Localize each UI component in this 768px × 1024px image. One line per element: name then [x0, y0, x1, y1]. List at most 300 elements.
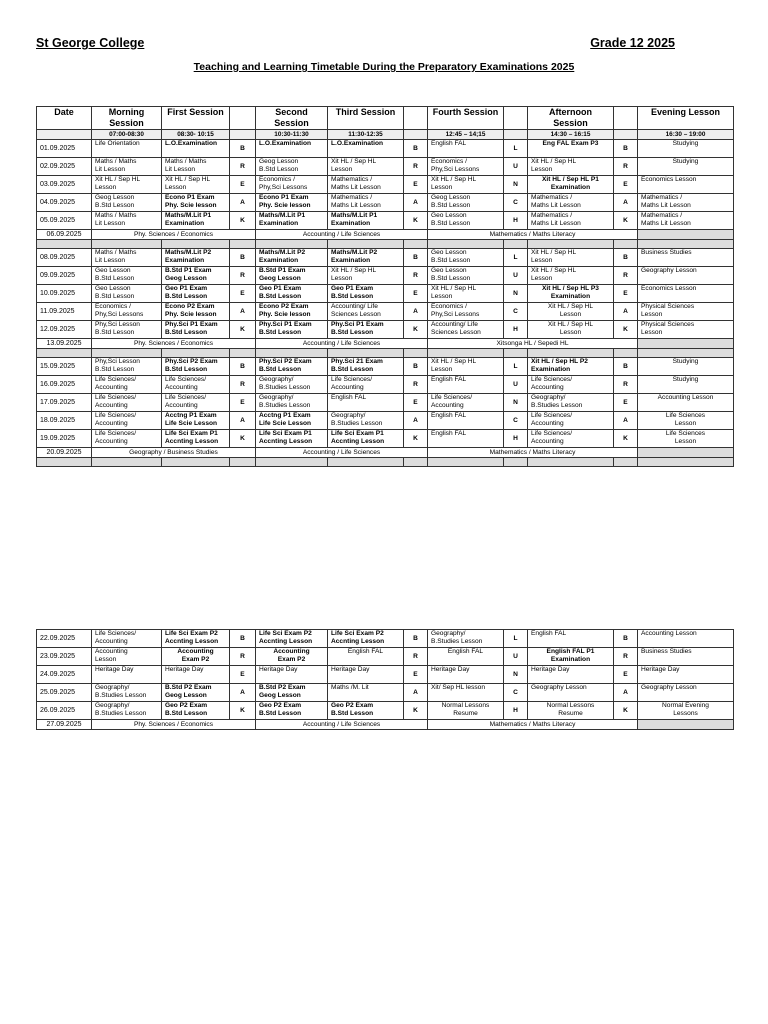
break-letter-cell: H — [504, 702, 528, 720]
date-cell: 27.09.2025 — [37, 720, 92, 730]
session-cell: Studying — [638, 140, 734, 158]
session-cell: B.Std P1 Exam Geog Lesson — [256, 267, 328, 285]
break-letter-cell: B — [230, 630, 256, 648]
session-cell: Maths / Maths Lit Lesson — [92, 249, 162, 267]
session-cell: Xit HL / Sep HL Lesson — [428, 358, 504, 376]
session-time — [404, 130, 428, 140]
session-cell: Life Sciences/ Accounting — [162, 376, 230, 394]
session-cell: Geo P2 Exam B.Std Lesson — [328, 702, 404, 720]
date-cell: 08.09.2025 — [37, 249, 92, 267]
saturday-subjects-c: Xitsonga HL / Sepedi HL — [428, 339, 638, 349]
session-time: 16:30 – 19:00 — [638, 130, 734, 140]
session-cell: Econo P1 Exam Phy. Scie lesson — [256, 194, 328, 212]
session-time: 10:30-11:30 — [256, 130, 328, 140]
break-letter-cell: R — [404, 376, 428, 394]
session-cell: Xit HL / Sep HL P3 Examination — [528, 285, 614, 303]
session-cell: Heritage Day — [638, 666, 734, 684]
break-letter-cell: K — [404, 702, 428, 720]
break-letter-cell: K — [614, 430, 638, 448]
break-letter-cell: R — [404, 267, 428, 285]
session-cell: Geog Lesson B.Std Lesson — [92, 194, 162, 212]
saturday-row — [37, 720, 734, 730]
session-cell: English FAL — [428, 430, 504, 448]
date-cell: 17.09.2025 — [37, 394, 92, 412]
session-cell: Maths / Maths Lit Lesson — [162, 158, 230, 176]
date-cell: 19.09.2025 — [37, 430, 92, 448]
session-cell: Geo P2 Exam B.Std Lesson — [162, 702, 230, 720]
session-cell: Life Sciences/ Accounting — [528, 376, 614, 394]
break-letter-cell: E — [230, 394, 256, 412]
break-letter-cell: K — [230, 212, 256, 230]
break-letter-cell: K — [230, 702, 256, 720]
date-cell: 06.09.2025 — [37, 230, 92, 240]
session-cell: English FAL — [528, 630, 614, 648]
separator-row — [37, 349, 734, 358]
session-cell: Mathematics / Maths Lit Lesson — [528, 194, 614, 212]
session-time: 07:00-08:30 — [92, 130, 162, 140]
break-letter-cell: B — [404, 358, 428, 376]
break-letter-cell: R — [404, 158, 428, 176]
break-letter-cell: E — [614, 176, 638, 194]
separator-row — [37, 240, 734, 249]
session-time — [37, 130, 92, 140]
session-cell: Maths/M.Lit P1 Examination — [162, 212, 230, 230]
session-cell: Mathematics / Maths Lit Lesson — [638, 194, 734, 212]
session-cell: Econo P2 Exam Phy. Scie lesson — [162, 303, 230, 321]
session-cell: Accounting/ Life Sciences Lesson — [328, 303, 404, 321]
timetable-week4 — [36, 629, 734, 730]
session-cell: Geo Lesson B.Std Lesson — [92, 267, 162, 285]
saturday-subjects-a: Phy. Sciences / Economics — [92, 720, 256, 730]
session-cell: Maths /M. Lit — [328, 684, 404, 702]
session-cell: English FAL P1 Examination — [528, 648, 614, 666]
session-cell: Eng FAL Exam P3 — [528, 140, 614, 158]
table-row — [37, 249, 734, 267]
break-letter-cell: B — [404, 630, 428, 648]
break-letter-cell: C — [504, 303, 528, 321]
column-header: Evening Lesson — [638, 107, 734, 130]
break-letter-cell: U — [504, 648, 528, 666]
table-row — [37, 158, 734, 176]
break-letter-cell: E — [614, 666, 638, 684]
break-letter-cell: L — [504, 140, 528, 158]
table-row — [37, 666, 734, 684]
blank-cell — [638, 339, 734, 349]
break-letter-cell: R — [404, 648, 428, 666]
saturday-subjects-a: Phy. Sciences / Economics — [92, 339, 256, 349]
session-cell: Mathematics / Maths Lit Lesson — [528, 212, 614, 230]
session-cell: Business Studies — [638, 249, 734, 267]
session-cell: Xit/ Sep HL lesson — [428, 684, 504, 702]
date-cell: 25.09.2025 — [37, 684, 92, 702]
break-letter-cell: R — [614, 158, 638, 176]
session-cell: Geography/ B.Studies Lesson — [256, 394, 328, 412]
session-cell: Maths/M.Lit P2 Examination — [328, 249, 404, 267]
break-letter-cell: L — [504, 249, 528, 267]
table-row — [37, 285, 734, 303]
session-cell: Acctng P1 Exam Life Scie Lesson — [162, 412, 230, 430]
session-cell: Life Sciences/ Accounting — [92, 412, 162, 430]
column-header — [504, 107, 528, 130]
blank-cell — [638, 720, 734, 730]
session-cell: Phy.Sci P2 Exam B.Std Lesson — [256, 358, 328, 376]
session-cell: Life Sciences/ Accounting — [428, 394, 504, 412]
session-cell: Life Sci Exam P1 Accnting Lesson — [328, 430, 404, 448]
column-header-row — [37, 107, 734, 130]
session-cell: Maths / Maths Lit Lesson — [92, 212, 162, 230]
session-cell: Xit HL / Sep HL P1 Examination — [528, 176, 614, 194]
date-cell: 03.09.2025 — [37, 176, 92, 194]
session-cell: Economics Lesson — [638, 176, 734, 194]
session-cell: Life Sciences/ Accounting — [92, 630, 162, 648]
session-cell: Geography Lesson — [638, 267, 734, 285]
column-header: Morning Session — [92, 107, 162, 130]
session-cell: Life Sci Exam P1 Accnting Lesson — [162, 430, 230, 448]
break-letter-cell: A — [404, 684, 428, 702]
session-cell: Xit HL / Sep HL Lesson — [528, 158, 614, 176]
table-row — [37, 321, 734, 339]
session-cell: B.Std P2 Exam Geog Lesson — [256, 684, 328, 702]
table-row — [37, 358, 734, 376]
break-letter-cell: E — [230, 285, 256, 303]
session-cell: Geo P1 Exam B.Std Lesson — [256, 285, 328, 303]
saturday-row — [37, 339, 734, 349]
session-cell: Geography Lesson — [638, 684, 734, 702]
break-letter-cell: B — [614, 249, 638, 267]
session-cell: English FAL — [428, 648, 504, 666]
column-header: Afternoon Session — [528, 107, 614, 130]
session-cell: Xit HL / Sep HL Lesson — [528, 321, 614, 339]
break-letter-cell: A — [404, 412, 428, 430]
saturday-row — [37, 230, 734, 240]
session-cell: Geo Lesson B.Std Lesson — [428, 212, 504, 230]
break-letter-cell: A — [404, 303, 428, 321]
date-cell: 20.09.2025 — [37, 448, 92, 458]
break-letter-cell: H — [504, 321, 528, 339]
break-letter-cell: R — [614, 648, 638, 666]
session-cell: Geography/ B.Studies Lesson — [92, 702, 162, 720]
date-cell: 11.09.2025 — [37, 303, 92, 321]
column-header — [404, 107, 428, 130]
break-letter-cell: B — [404, 140, 428, 158]
break-letter-cell: A — [614, 194, 638, 212]
session-cell: Phy,Sci Lesson B.Std Lesson — [92, 358, 162, 376]
session-cell: Geog Lesson B.Std Lesson — [256, 158, 328, 176]
session-cell: Accounting Exam P2 — [162, 648, 230, 666]
date-cell: 16.09.2025 — [37, 376, 92, 394]
document-title: Teaching and Learning Timetable During the Preparatory Examinations 2025 — [193, 61, 575, 73]
date-cell: 23.09.2025 — [37, 648, 92, 666]
session-cell: Maths / Maths Lit Lesson — [92, 158, 162, 176]
session-cell: Maths/M.Lit P1 Examination — [328, 212, 404, 230]
date-cell: 18.09.2025 — [37, 412, 92, 430]
table-row — [37, 212, 734, 230]
session-cell: English FAL — [428, 140, 504, 158]
session-cell: Xit HL / Sep HL P2 Examination — [528, 358, 614, 376]
date-cell: 04.09.2025 — [37, 194, 92, 212]
session-cell: Maths/M.Lit P2 Examination — [162, 249, 230, 267]
break-letter-cell: K — [404, 430, 428, 448]
session-cell: Geo Lesson B.Std Lesson — [428, 249, 504, 267]
session-cell: Economics / Phy,Sci Lessons — [428, 158, 504, 176]
break-letter-cell: K — [404, 212, 428, 230]
session-cell: Normal Evening Lessons — [638, 702, 734, 720]
break-letter-cell: L — [504, 630, 528, 648]
session-cell: Phy.Sci P2 Exam B.Std Lesson — [162, 358, 230, 376]
session-cell: Heritage Day — [92, 666, 162, 684]
break-letter-cell: L — [504, 358, 528, 376]
date-cell: 10.09.2025 — [37, 285, 92, 303]
session-cell: Life Sciences/ Accounting — [92, 394, 162, 412]
session-cell: Maths/M.Lit P2 Examination — [256, 249, 328, 267]
session-cell: Mathematics / Maths Lit Lesson — [638, 212, 734, 230]
session-cell: Econo P1 Exam Phy. Scie lesson — [162, 194, 230, 212]
session-cell: Geo P1 Exam B.Std Lesson — [328, 285, 404, 303]
session-time: 12:45 – 14;15 — [428, 130, 504, 140]
saturday-subjects-c: Mathematics / Maths Literacy — [428, 448, 638, 458]
session-cell: Life Sciences/ Accounting — [528, 430, 614, 448]
break-letter-cell: A — [614, 412, 638, 430]
column-header — [614, 107, 638, 130]
session-cell: Heritage Day — [528, 666, 614, 684]
session-cell: Life Sci Exam P1 Accnting Lesson — [256, 430, 328, 448]
session-cell: Life Sciences/ Accounting — [328, 376, 404, 394]
break-letter-cell: B — [614, 140, 638, 158]
column-header: Date — [37, 107, 92, 130]
session-cell: English FAL — [428, 412, 504, 430]
session-cell: English FAL — [428, 376, 504, 394]
session-cell: Economics Lesson — [638, 285, 734, 303]
session-time — [614, 130, 638, 140]
session-cell: Phy,Sci Lesson B.Std Lesson — [92, 321, 162, 339]
session-cell: Geog Lesson B.Std Lesson — [428, 194, 504, 212]
session-cell: Xit HL / Sep HL Lesson — [162, 176, 230, 194]
session-cell: Accounting Lesson — [92, 648, 162, 666]
session-time — [230, 130, 256, 140]
session-cell: L.O.Examination — [162, 140, 230, 158]
session-cell: Mathematics / Maths Lit Lesson — [328, 176, 404, 194]
session-cell: Studying — [638, 158, 734, 176]
break-letter-cell: C — [504, 194, 528, 212]
table-row — [37, 303, 734, 321]
break-letter-cell: B — [614, 630, 638, 648]
session-cell: English FAL — [328, 648, 404, 666]
column-header: Third Session — [328, 107, 404, 130]
break-letter-cell: R — [614, 376, 638, 394]
session-cell: Maths/M.Lit P1 Examination — [256, 212, 328, 230]
break-letter-cell: A — [230, 684, 256, 702]
separator-row — [37, 458, 734, 467]
table-row — [37, 267, 734, 285]
saturday-subjects-b: Accounting / Life Sciences — [256, 339, 428, 349]
break-letter-cell: N — [504, 394, 528, 412]
break-letter-cell: R — [230, 267, 256, 285]
session-cell: Phy.Sci P1 Exam B.Std Lesson — [162, 321, 230, 339]
break-letter-cell: E — [404, 394, 428, 412]
session-cell: Business Studies — [638, 648, 734, 666]
session-cell: Accounting Lesson — [638, 630, 734, 648]
break-letter-cell: R — [230, 648, 256, 666]
break-letter-cell: E — [614, 394, 638, 412]
session-cell: Physical Sciences Lesson — [638, 303, 734, 321]
table-row — [37, 412, 734, 430]
break-letter-cell: A — [230, 194, 256, 212]
session-cell: Geo P2 Exam B.Std Lesson — [256, 702, 328, 720]
saturday-subjects-b: Accounting / Life Sciences — [256, 448, 428, 458]
session-cell: Econo P2 Exam Phy. Scie lesson — [256, 303, 328, 321]
session-cell: Accounting/ Life Sciences Lesson — [428, 321, 504, 339]
break-letter-cell: A — [230, 303, 256, 321]
session-cell: Life Sciences/ Accounting — [528, 412, 614, 430]
session-cell: Heritage Day — [428, 666, 504, 684]
session-cell: Normal Lessons Resume — [528, 702, 614, 720]
session-cell: Physical Sciences Lesson — [638, 321, 734, 339]
break-letter-cell: A — [404, 194, 428, 212]
session-cell: Life Sciences/ Accounting — [162, 394, 230, 412]
session-cell: Geo Lesson B.Std Lesson — [428, 267, 504, 285]
break-letter-cell: U — [504, 376, 528, 394]
break-letter-cell: A — [614, 303, 638, 321]
session-cell: Accounting Lesson — [638, 394, 734, 412]
timetable-main — [36, 106, 734, 467]
saturday-subjects-c: Mathematics / Maths Literacy — [428, 720, 638, 730]
session-cell: Phy.Sci P1 Exam B.Std Lesson — [328, 321, 404, 339]
break-letter-cell: U — [504, 158, 528, 176]
table-row — [37, 176, 734, 194]
session-cell: Economics / Phy,Sci Lessons — [92, 303, 162, 321]
date-cell: 26.09.2025 — [37, 702, 92, 720]
date-cell: 05.09.2025 — [37, 212, 92, 230]
session-cell: Studying — [638, 376, 734, 394]
saturday-subjects-b: Accounting / Life Sciences — [256, 720, 428, 730]
session-cell: Xit HL / Sep HL Lesson — [428, 285, 504, 303]
break-letter-cell: B — [230, 249, 256, 267]
date-cell: 13.09.2025 — [37, 339, 92, 349]
saturday-row — [37, 448, 734, 458]
break-letter-cell: K — [404, 321, 428, 339]
session-cell: Accounting Exam P2 — [256, 648, 328, 666]
break-letter-cell: E — [404, 285, 428, 303]
session-cell: B.Std P1 Exam Geog Lesson — [162, 267, 230, 285]
date-cell: 15.09.2025 — [37, 358, 92, 376]
saturday-subjects-a: Phy. Sciences / Economics — [92, 230, 256, 240]
column-header: First Session — [162, 107, 230, 130]
session-cell: Studying — [638, 358, 734, 376]
column-header — [230, 107, 256, 130]
break-letter-cell: E — [404, 176, 428, 194]
break-letter-cell: E — [614, 285, 638, 303]
break-letter-cell: R — [230, 158, 256, 176]
session-cell: Acctng P1 Exam Life Scie Lesson — [256, 412, 328, 430]
break-letter-cell: K — [230, 430, 256, 448]
session-cell: Geography/ B.Studies Lesson — [428, 630, 504, 648]
session-cell: Geography/ B.Studies Lesson — [92, 684, 162, 702]
date-cell: 12.09.2025 — [37, 321, 92, 339]
session-cell: Xit HL / Sep HL Lesson — [428, 176, 504, 194]
break-letter-cell: K — [230, 321, 256, 339]
break-letter-cell: B — [230, 358, 256, 376]
session-cell: Life Sci Exam P2 Accnting Lesson — [256, 630, 328, 648]
break-letter-cell: C — [504, 684, 528, 702]
break-letter-cell: C — [504, 412, 528, 430]
date-cell: 22.09.2025 — [37, 630, 92, 648]
college-name: St George College — [36, 36, 145, 50]
session-cell: Geography/ B.Studies Lesson — [528, 394, 614, 412]
session-cell: L.O.Examination — [256, 140, 328, 158]
break-letter-cell: B — [614, 358, 638, 376]
session-cell: Life Sciences Lesson — [638, 430, 734, 448]
break-letter-cell: K — [614, 702, 638, 720]
break-letter-cell: E — [230, 666, 256, 684]
session-cell: Geography/ B.Studies Lesson — [328, 412, 404, 430]
date-cell: 09.09.2025 — [37, 267, 92, 285]
session-cell: English FAL — [328, 394, 404, 412]
session-cell: B.Std P2 Exam Geog Lesson — [162, 684, 230, 702]
session-cell: Heritage Day — [328, 666, 404, 684]
table-row — [37, 194, 734, 212]
session-cell: Mathematics / Maths Lit Lesson — [328, 194, 404, 212]
break-letter-cell: B — [404, 249, 428, 267]
table-row — [37, 430, 734, 448]
session-cell: Xit HL / Sep HL Lesson — [528, 303, 614, 321]
session-cell: Life Sci Exam P2 Accnting Lesson — [162, 630, 230, 648]
session-cell: Life Orientation — [92, 140, 162, 158]
table-row — [37, 684, 734, 702]
table-row — [37, 648, 734, 666]
session-cell: Normal Lessons Resume — [428, 702, 504, 720]
session-cell: Xit HL / Sep HL Lesson — [92, 176, 162, 194]
session-time — [504, 130, 528, 140]
session-cell: Xit HL / Sep HL Lesson — [528, 267, 614, 285]
session-cell: Life Sciences/ Accounting — [92, 376, 162, 394]
table-row — [37, 140, 734, 158]
break-letter-cell: U — [504, 267, 528, 285]
date-cell: 02.09.2025 — [37, 158, 92, 176]
break-letter-cell: N — [504, 666, 528, 684]
session-cell: Life Sci Exam P2 Accnting Lesson — [328, 630, 404, 648]
session-time: 08:30- 10:15 — [162, 130, 230, 140]
break-letter-cell: R — [230, 376, 256, 394]
break-letter-cell: B — [230, 140, 256, 158]
date-cell: 01.09.2025 — [37, 140, 92, 158]
session-cell: Geo P1 Exam B.Std Lesson — [162, 285, 230, 303]
break-letter-cell: A — [614, 684, 638, 702]
break-letter-cell: A — [230, 412, 256, 430]
break-letter-cell: E — [404, 666, 428, 684]
session-cell: Xit HL / Sep HL Lesson — [328, 158, 404, 176]
table-row — [37, 376, 734, 394]
break-letter-cell: H — [504, 430, 528, 448]
grade-label: Grade 12 2025 — [590, 36, 675, 50]
session-cell: Phy.Sci 21 Exam B.Std Lesson — [328, 358, 404, 376]
break-letter-cell: R — [614, 267, 638, 285]
column-header: Fourth Session — [428, 107, 504, 130]
table-row — [37, 630, 734, 648]
saturday-subjects-c: Mathematics / Maths Literacy — [428, 230, 638, 240]
session-cell: L.O.Examination — [328, 140, 404, 158]
break-letter-cell: N — [504, 176, 528, 194]
session-cell: Heritage Day — [256, 666, 328, 684]
saturday-subjects-b: Accounting / Life Sciences — [256, 230, 428, 240]
table-row — [37, 702, 734, 720]
session-times-row — [37, 130, 734, 140]
session-cell: Heritage Day — [162, 666, 230, 684]
session-cell: Geography Lesson — [528, 684, 614, 702]
session-cell: Geo Lesson B.Std Lesson — [92, 285, 162, 303]
break-letter-cell: H — [504, 212, 528, 230]
session-cell: Xit HL / Sep HL Lesson — [528, 249, 614, 267]
session-cell: Economics / Phy,Sci Lessons — [428, 303, 504, 321]
